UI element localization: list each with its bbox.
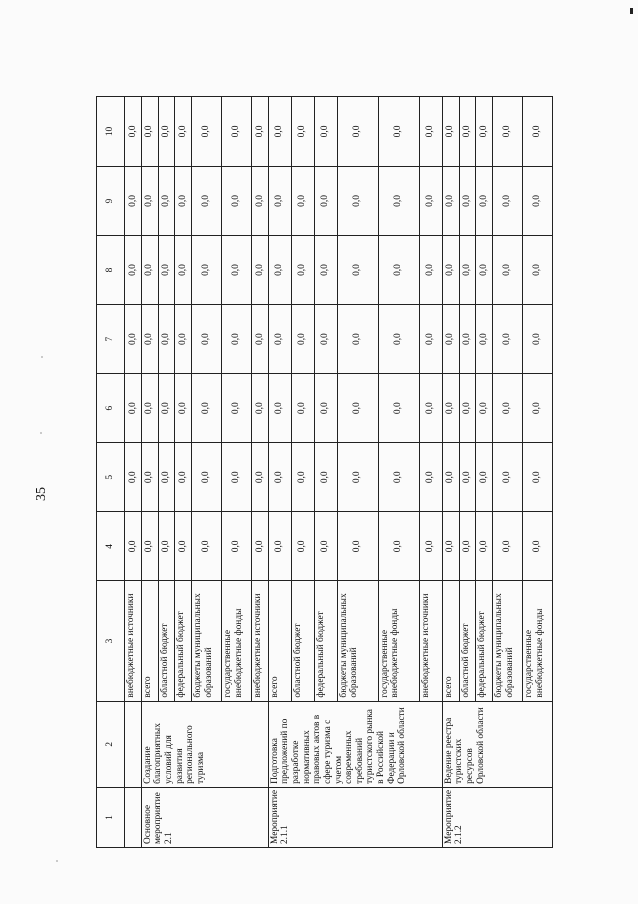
amount-cell: 0,0 <box>493 443 523 512</box>
table-row <box>442 97 459 848</box>
funding-source: всего <box>141 581 158 701</box>
scan-mark <box>630 8 633 14</box>
amount-cell: 0,0 <box>419 166 442 235</box>
amount-cell: 0,0 <box>314 305 337 374</box>
amount-cell: 0,0 <box>158 374 175 443</box>
amount-cell: 0,0 <box>222 512 252 581</box>
amount-cell: 0,0 <box>459 166 476 235</box>
amount-cell: 0,0 <box>222 374 252 443</box>
amount-cell: 0,0 <box>378 374 419 443</box>
amount-cell: 0,0 <box>175 236 192 305</box>
amount-cell: 0,0 <box>442 512 459 581</box>
amount-cell: 0,0 <box>268 166 291 235</box>
measure-code: Мероприятие 2.1.2 <box>442 787 552 847</box>
funding-source: областной бюджет <box>459 581 476 701</box>
amount-cell: 0,0 <box>337 305 378 374</box>
amount-cell: 0,0 <box>459 236 476 305</box>
amount-cell: 0,0 <box>419 97 442 167</box>
amount-cell: 0,0 <box>291 97 314 167</box>
funding-source: государственные внебюджетные фонды <box>523 581 553 701</box>
amount-cell: 0,0 <box>158 97 175 167</box>
scan-speck <box>41 356 43 358</box>
amount-cell: 0,0 <box>442 305 459 374</box>
amount-cell: 0,0 <box>337 374 378 443</box>
amount-cell: 0,0 <box>314 97 337 167</box>
amount-cell: 0,0 <box>291 305 314 374</box>
column-header: 6 <box>97 374 125 443</box>
amount-cell: 0,0 <box>158 443 175 512</box>
amount-cell: 0,0 <box>476 305 493 374</box>
amount-cell: 0,0 <box>442 236 459 305</box>
column-header: 2 <box>97 701 125 787</box>
amount-cell: 0,0 <box>251 236 268 305</box>
amount-cell: 0,0 <box>141 97 158 167</box>
amount-cell: 0,0 <box>523 443 553 512</box>
amount-cell: 0,0 <box>175 443 192 512</box>
amount-cell: 0,0 <box>476 236 493 305</box>
funding-source: бюджеты муниципальных образований <box>192 581 222 701</box>
funding-table-container <box>96 96 553 848</box>
amount-cell: 0,0 <box>175 305 192 374</box>
amount-cell: 0,0 <box>251 305 268 374</box>
amount-cell: 0,0 <box>378 166 419 235</box>
amount-cell: 0,0 <box>141 512 158 581</box>
amount-cell: 0,0 <box>251 512 268 581</box>
measure-code: Мероприятие 2.1.1 <box>268 787 442 847</box>
table-row <box>268 97 291 848</box>
funding-source: внебюджетные источники <box>419 581 442 701</box>
amount-cell: 0,0 <box>175 166 192 235</box>
amount-cell: 0,0 <box>442 97 459 167</box>
amount-cell: 0,0 <box>476 512 493 581</box>
amount-cell: 0,0 <box>314 443 337 512</box>
amount-cell: 0,0 <box>192 374 222 443</box>
measure-code <box>125 787 142 847</box>
funding-source: внебюджетные источники <box>125 581 142 701</box>
funding-source: федеральный бюджет <box>476 581 493 701</box>
amount-cell: 0,0 <box>251 443 268 512</box>
amount-cell: 0,0 <box>158 512 175 581</box>
funding-table <box>96 96 553 848</box>
amount-cell: 0,0 <box>337 166 378 235</box>
amount-cell: 0,0 <box>222 97 252 167</box>
amount-cell: 0,0 <box>378 236 419 305</box>
amount-cell: 0,0 <box>523 374 553 443</box>
funding-source: государственные внебюджетные фонды <box>378 581 419 701</box>
amount-cell: 0,0 <box>291 166 314 235</box>
amount-cell: 0,0 <box>125 512 142 581</box>
amount-cell: 0,0 <box>158 236 175 305</box>
amount-cell: 0,0 <box>268 374 291 443</box>
page-number: 35 <box>34 487 49 501</box>
amount-cell: 0,0 <box>125 305 142 374</box>
amount-cell: 0,0 <box>523 97 553 167</box>
amount-cell: 0,0 <box>523 305 553 374</box>
amount-cell: 0,0 <box>493 97 523 167</box>
amount-cell: 0,0 <box>222 236 252 305</box>
amount-cell: 0,0 <box>419 512 442 581</box>
funding-source: внебюджетные источники <box>251 581 268 701</box>
amount-cell: 0,0 <box>442 374 459 443</box>
amount-cell: 0,0 <box>419 236 442 305</box>
column-header: 5 <box>97 443 125 512</box>
amount-cell: 0,0 <box>175 374 192 443</box>
amount-cell: 0,0 <box>378 512 419 581</box>
amount-cell: 0,0 <box>158 305 175 374</box>
amount-cell: 0,0 <box>222 443 252 512</box>
scan-speck <box>56 860 58 862</box>
amount-cell: 0,0 <box>493 166 523 235</box>
amount-cell: 0,0 <box>459 305 476 374</box>
amount-cell: 0,0 <box>493 512 523 581</box>
amount-cell: 0,0 <box>459 512 476 581</box>
amount-cell: 0,0 <box>337 512 378 581</box>
amount-cell: 0,0 <box>125 97 142 167</box>
amount-cell: 0,0 <box>251 166 268 235</box>
amount-cell: 0,0 <box>442 443 459 512</box>
header-row <box>97 97 125 848</box>
amount-cell: 0,0 <box>141 236 158 305</box>
amount-cell: 0,0 <box>175 97 192 167</box>
amount-cell: 0,0 <box>442 166 459 235</box>
amount-cell: 0,0 <box>314 374 337 443</box>
amount-cell: 0,0 <box>192 512 222 581</box>
amount-cell: 0,0 <box>125 166 142 235</box>
amount-cell: 0,0 <box>291 374 314 443</box>
column-header: 1 <box>97 787 125 847</box>
amount-cell: 0,0 <box>251 97 268 167</box>
funding-source: государственные внебюджетные фонды <box>222 581 252 701</box>
table-row <box>125 97 142 848</box>
amount-cell: 0,0 <box>523 236 553 305</box>
funding-source: федеральный бюджет <box>175 581 192 701</box>
amount-cell: 0,0 <box>459 443 476 512</box>
amount-cell: 0,0 <box>141 443 158 512</box>
amount-cell: 0,0 <box>268 305 291 374</box>
amount-cell: 0,0 <box>125 236 142 305</box>
amount-cell: 0,0 <box>476 166 493 235</box>
amount-cell: 0,0 <box>378 97 419 167</box>
table-row <box>141 97 158 848</box>
measure-name: Ведение реестра туристских ресурсов Орловской области <box>442 701 552 787</box>
funding-source: областной бюджет <box>158 581 175 701</box>
amount-cell: 0,0 <box>291 443 314 512</box>
amount-cell: 0,0 <box>175 512 192 581</box>
amount-cell: 0,0 <box>222 166 252 235</box>
amount-cell: 0,0 <box>493 305 523 374</box>
measure-name <box>125 701 142 787</box>
amount-cell: 0,0 <box>378 443 419 512</box>
amount-cell: 0,0 <box>125 374 142 443</box>
amount-cell: 0,0 <box>314 512 337 581</box>
amount-cell: 0,0 <box>268 512 291 581</box>
funding-source: всего <box>442 581 459 701</box>
amount-cell: 0,0 <box>314 166 337 235</box>
funding-source: областной бюджет <box>291 581 314 701</box>
amount-cell: 0,0 <box>192 443 222 512</box>
amount-cell: 0,0 <box>493 374 523 443</box>
amount-cell: 0,0 <box>125 443 142 512</box>
amount-cell: 0,0 <box>476 97 493 167</box>
amount-cell: 0,0 <box>251 374 268 443</box>
amount-cell: 0,0 <box>337 97 378 167</box>
amount-cell: 0,0 <box>158 166 175 235</box>
column-header: 7 <box>97 305 125 374</box>
amount-cell: 0,0 <box>476 374 493 443</box>
amount-cell: 0,0 <box>268 443 291 512</box>
amount-cell: 0,0 <box>523 512 553 581</box>
amount-cell: 0,0 <box>141 374 158 443</box>
scan-speck <box>40 432 42 434</box>
measure-name: Подготовка предложений по разработке нормативных правовых актов в сфере туризма с учетом современных требований туристского рынка в Российской Федерации и Орловской области <box>268 701 442 787</box>
amount-cell: 0,0 <box>476 443 493 512</box>
amount-cell: 0,0 <box>314 236 337 305</box>
funding-source: всего <box>268 581 291 701</box>
amount-cell: 0,0 <box>419 443 442 512</box>
amount-cell: 0,0 <box>192 236 222 305</box>
amount-cell: 0,0 <box>192 305 222 374</box>
amount-cell: 0,0 <box>419 374 442 443</box>
amount-cell: 0,0 <box>192 166 222 235</box>
amount-cell: 0,0 <box>378 305 419 374</box>
table-header <box>97 97 125 848</box>
funding-source: федеральный бюджет <box>314 581 337 701</box>
amount-cell: 0,0 <box>459 97 476 167</box>
amount-cell: 0,0 <box>419 305 442 374</box>
column-header: 8 <box>97 236 125 305</box>
amount-cell: 0,0 <box>141 166 158 235</box>
amount-cell: 0,0 <box>268 97 291 167</box>
amount-cell: 0,0 <box>141 305 158 374</box>
measure-name: Создание благоприятных условий для развития регионального туризма <box>141 701 268 787</box>
column-header: 9 <box>97 166 125 235</box>
amount-cell: 0,0 <box>192 97 222 167</box>
amount-cell: 0,0 <box>493 236 523 305</box>
column-header: 3 <box>97 581 125 701</box>
amount-cell: 0,0 <box>337 236 378 305</box>
amount-cell: 0,0 <box>337 443 378 512</box>
amount-cell: 0,0 <box>291 512 314 581</box>
column-header: 4 <box>97 512 125 581</box>
amount-cell: 0,0 <box>222 305 252 374</box>
amount-cell: 0,0 <box>268 236 291 305</box>
amount-cell: 0,0 <box>291 236 314 305</box>
table-body <box>125 97 553 848</box>
funding-source: бюджеты муниципальных образований <box>337 581 378 701</box>
amount-cell: 0,0 <box>459 374 476 443</box>
measure-code: Основное мероприятие 2.1 <box>141 787 268 847</box>
funding-source: бюджеты муниципальных образований <box>493 581 523 701</box>
amount-cell: 0,0 <box>523 166 553 235</box>
column-header: 10 <box>97 97 125 167</box>
